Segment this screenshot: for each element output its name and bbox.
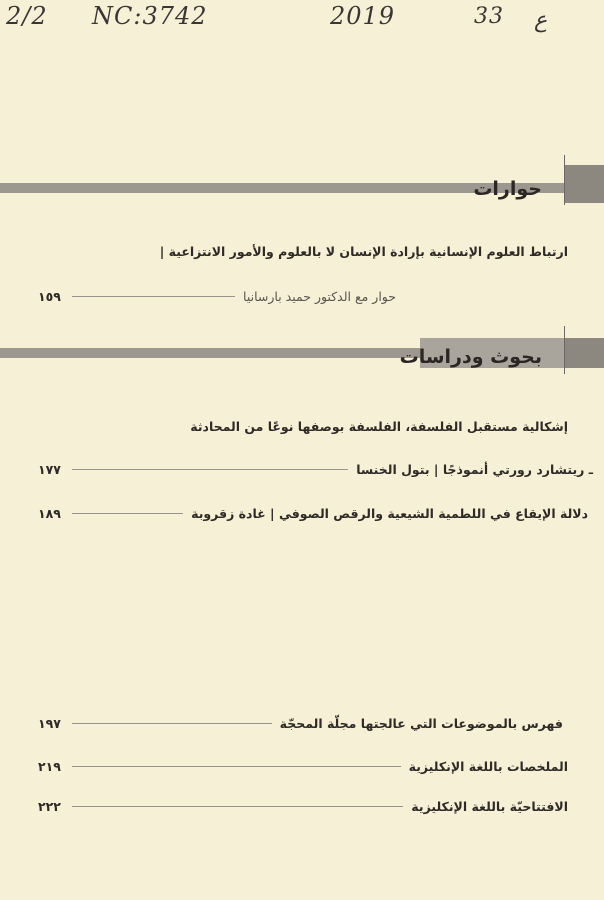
handwritten-note-letter: ع bbox=[534, 8, 548, 33]
toc-entry-row bbox=[38, 797, 568, 815]
leader-line bbox=[72, 296, 235, 297]
handwritten-note-issue: 33 bbox=[474, 4, 504, 29]
handwritten-note-code: NC:3742 bbox=[92, 2, 208, 30]
handwritten-note-year: 2019 bbox=[330, 2, 396, 30]
section-divider-research bbox=[564, 326, 565, 374]
toc-entry-title: دلالة الإيقاع في اللطمية الشيعية والرقص الصوفي | غادة زقروبة bbox=[191, 505, 588, 521]
section-box-research bbox=[565, 338, 604, 368]
leader-line bbox=[72, 513, 183, 514]
section-divider-dialogues bbox=[564, 155, 565, 205]
section-box-dialogues bbox=[565, 165, 604, 203]
leader-line bbox=[72, 469, 348, 470]
toc-entry-title: فهرس بالموضوعات التي عالجتها مجلّة المحجّة bbox=[279, 715, 563, 731]
toc-entry-row bbox=[38, 460, 593, 478]
toc-entry-row bbox=[38, 504, 588, 522]
toc-entry-title: إشكالية مستقبل الفلسفة، الفلسفة بوصفها نوعًا من المحادثة bbox=[190, 419, 568, 434]
section-title-research: بحوث ودراسات bbox=[399, 346, 542, 368]
section-title-dialogues: حوارات bbox=[473, 178, 542, 200]
page-number: ١٧٧ bbox=[38, 461, 61, 477]
toc-entry-row bbox=[38, 714, 563, 732]
leader-line bbox=[72, 766, 401, 767]
toc-entry-row bbox=[38, 287, 396, 305]
toc-entry-row bbox=[38, 757, 568, 775]
toc-entry-title: الافتتاحيّة باللغة الإنكليزية bbox=[411, 798, 568, 814]
toc-entry-author: حوار مع الدكتور حميد بارسانيا bbox=[243, 288, 396, 304]
page-number: ١٩٧ bbox=[38, 715, 61, 731]
page-number: ١٨٩ bbox=[38, 505, 61, 521]
leader-line bbox=[72, 806, 403, 807]
page-number: ١٥٩ bbox=[38, 288, 61, 304]
toc-entry-title: الملخصات باللغة الإنكليزية bbox=[408, 758, 568, 774]
page-number: ٢١٩ bbox=[38, 758, 61, 774]
section-bar-research bbox=[0, 348, 420, 358]
page-number: ٢٢٢ bbox=[38, 798, 61, 814]
handwritten-note-fraction: 2/2 bbox=[6, 2, 48, 30]
toc-entry-subtitle: ـ ريتشارد رورتي أنموذجًا | بتول الخنسا bbox=[356, 461, 593, 477]
toc-entry-title: ارتباط العلوم الإنسانية بإرادة الإنسان لا بالعلوم والأمور الانتزاعية | bbox=[159, 244, 568, 259]
leader-line bbox=[72, 723, 272, 724]
